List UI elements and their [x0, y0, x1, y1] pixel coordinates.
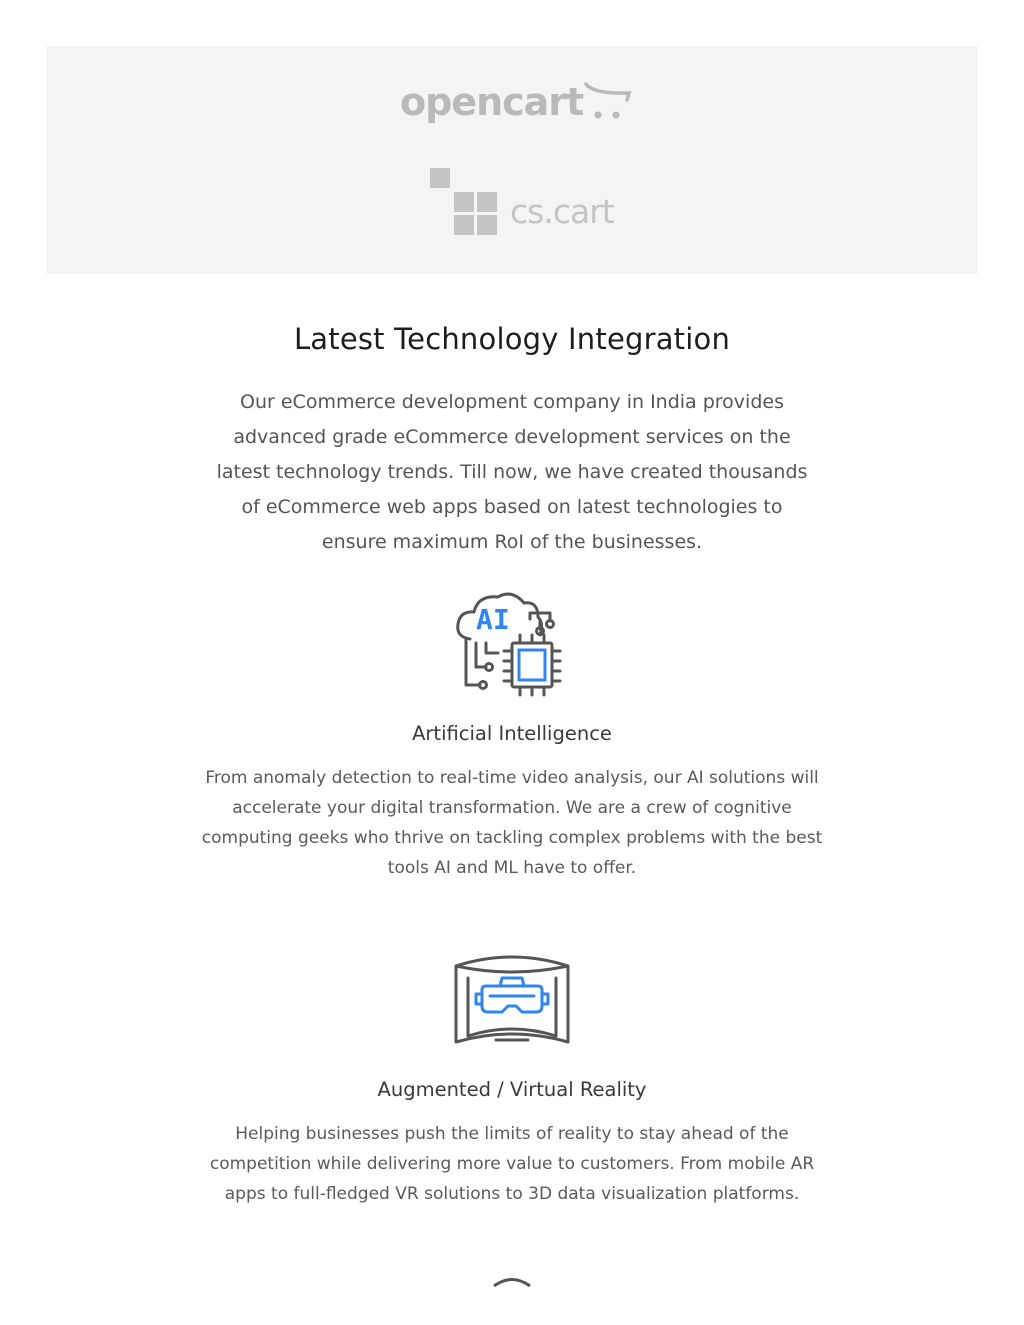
opencart-logo-text: opencart: [400, 80, 584, 124]
section-title: Latest Technology Integration: [293, 322, 731, 356]
cscart-logo: [428, 166, 618, 240]
feature-desc-ai: From anomaly detection to real-time video analysis, our AI solutions will accelerate your digital transformation. We are a crew of cognitive computing geeks who thrive on tackling complex problems with the best tools AI and ML have to offer.: [201, 768, 823, 878]
next-feature-icon: [490, 1272, 534, 1282]
ai-icon-label: AI: [476, 603, 510, 636]
vr-headset-icon: [452, 952, 572, 1062]
feature-desc-vr: Helping businesses push the limits of reality to stay ahead of the competition while delivering more value to customers. From mobile AR apps to full-fledged VR solutions to 3D data visualization platforms.: [209, 1124, 815, 1204]
feature-title-ai: Artificial Intelligence: [412, 722, 612, 745]
cscart-squares-icon: [428, 166, 502, 240]
cart-icon: [583, 80, 633, 122]
feature-title-vr: Augmented / Virtual Reality: [377, 1078, 647, 1101]
section-intro: Our eCommerce development company in India provides advanced grade eCommerce development services on the latest technology trends. Till now, we have created thousands of eCommerce web apps based on latest technologies to ensure maximum RoI of the businesses.: [216, 391, 808, 553]
cscart-logo-text: cs.cart: [510, 192, 614, 231]
opencart-logo: [400, 78, 632, 130]
ai-chip-icon: [452, 591, 572, 701]
